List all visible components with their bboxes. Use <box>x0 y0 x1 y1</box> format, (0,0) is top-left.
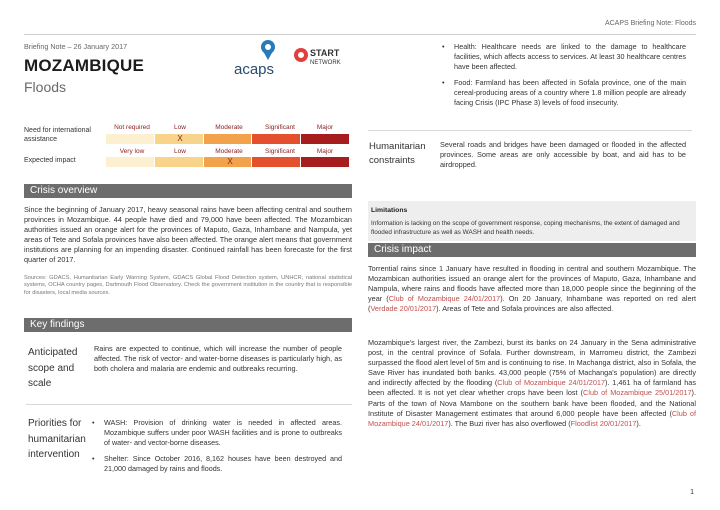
source-link[interactable]: Floodlist 20/01/2017 <box>570 418 637 428</box>
food-bullet: • Food: Farmland has been affected in Sofala province, one of the main cereal-producing areas of a country where 1.8 million people are already facing Crisis (IPC Phase 3) levels of food insecurity. <box>440 78 686 109</box>
p1-text-a: Torrential rains since 1 January have resulted in flooding in central and southern Mozambique. The Mozambican authorities issued an orange alert for the provinces of Maputo, Gaza, Inhambane and Nampula, where rains and floods have affected more than 18,000 people since the beginning of the year ( <box>368 264 696 304</box>
need-scale-seg <box>106 134 155 144</box>
anticipated-label: Anticipated scope and scale <box>28 347 78 389</box>
acaps-logo <box>232 38 286 78</box>
priorities-label: Priorities for humanitarian intervention <box>28 418 86 460</box>
need-scale-bar <box>106 134 350 144</box>
impact-scale-seg <box>301 157 350 167</box>
key-findings-heading: Key findings <box>24 318 352 332</box>
acaps-logo-text: acaps <box>234 61 275 78</box>
crisis-overview-sources: Sources: GDACS, Humanitarian Early Warning System, GDACS Global Flood Detection system, UNHCR, national statistical systems, OCHA country pages, Dartmouth Flood Observatory. Check the government institution in the country that is responsible for disasters, local media sources. <box>24 275 352 296</box>
impact-scale-seg <box>155 157 204 167</box>
p2-text-c: ). Parts of the town of Nova Mambone on the southern bank have been flooded, and the National Institute of Disaster Management estimates that around 6,000 people have been affected ( <box>368 388 696 418</box>
p2-text-d: ). The Buzi river has also overflowed ( <box>448 418 571 428</box>
source-link[interactable]: Club of Mozambique 25/01/2017 <box>583 388 692 398</box>
p1-text-b: ). On 20 January, Inhambane was reported on red alert ( <box>368 294 696 314</box>
priorities-bullets <box>90 418 342 479</box>
p2-text-b: ). 1,461 ha of farmland has been affected. It is not yet clear whether crops have been lost ( <box>368 378 696 398</box>
start-logo-line1: START <box>310 48 340 58</box>
constraints-label: Humanitarian constraints <box>369 141 426 166</box>
wash-bullet: • WASH: Provision of drinking water is needed in affected areas. Mozambique suffers under poor WASH facilities and is prone to outbreaks of water- and vector-borne diseases. <box>90 418 342 449</box>
health-bullet: • Health: Healthcare needs are linked to the damage to healthcare facilities, which affects access to services. At least 30 healthcare centres have been affected. <box>440 42 686 73</box>
limitations-title: Limitations <box>371 207 408 214</box>
impact-level-5: Major <box>316 148 334 155</box>
source-link[interactable]: Club of Mozambique 24/01/2017 <box>368 408 696 428</box>
page-number: 1 <box>690 489 694 496</box>
need-scale-seg <box>301 134 350 144</box>
need-level-3: Moderate <box>215 124 243 131</box>
need-level-1: Not required <box>114 124 150 131</box>
need-marker: X <box>177 134 183 143</box>
impact-marker: X <box>227 157 233 166</box>
p2-text-a: Mozambique's largest river, the Zambezi, burst its banks on 24 January in the Sena administrative post, in the central province of Sofala. Further downstream, in Marromeu district, the Zambezi surpassed the flood alert level of 5m and is continuing to rise. In Machanga district, also in Sofala, the Save River has inundated both banks. 43,000 people (75% of Machanga's population) are directly and indirectly affected by the flooding ( <box>368 338 696 388</box>
need-level-4: Significant <box>265 124 295 131</box>
right-top-bullets <box>440 42 686 113</box>
page-title: MOZAMBIQUE <box>24 56 145 75</box>
crisis-impact-p1 <box>368 264 696 314</box>
impact-scale-seg <box>106 157 155 167</box>
crisis-overview-text: Since the beginning of January 2017, heavy seasonal rains have been affecting central and southern provinces in Mozambique. 44 people have died and 79,000 have been affected. The Mozambican authorities issued an orange alert for the provinces of Maputo, Gaza, Inhambane and Nampula, yet areas of Tete and Sofala provinces have also been affected. The orange alert means that government institutions are planning for an impending disaster. Continued rainfall has been forecaste for the first quarter of 2017. <box>24 205 352 265</box>
shelter-bullet: • Shelter: Since October 2016, 8,162 houses have been destroyed and 21,000 damaged by rains and floods. <box>90 454 342 474</box>
need-scale-seg <box>204 134 253 144</box>
crisis-overview-heading: Crisis overview <box>24 184 352 198</box>
limitations-text: Information is lacking on the scope of government response, coping mechanisms, the extent of damaged and flooded infrastructure as well as WASH and health needs. <box>371 220 680 236</box>
impact-label: Expected impact <box>24 157 76 164</box>
impact-level-4: Significant <box>265 148 295 155</box>
crisis-impact-p2 <box>368 338 696 429</box>
impact-level-3: Moderate <box>215 148 243 155</box>
anticipated-text: Rains are expected to continue, which will increase the number of people affected. The risk of vector- and water-borne diseases is particularly high, as both cholera and malaria are endemic and outbreaks recurring. <box>94 344 342 374</box>
constraints-text: Several roads and bridges have been damaged or flooded in the affected provinces. Some areas are only accessible by boat, and aid has to be airdropped. <box>440 140 686 170</box>
divider <box>368 130 692 131</box>
header-divider <box>24 34 696 35</box>
need-level-5: Major <box>316 124 334 131</box>
start-logo-line2: NETWORK <box>310 60 341 66</box>
impact-scale-seg <box>252 157 301 167</box>
p1-text-c: ). Areas of Tete and Sofala provinces are also affected. <box>436 304 614 314</box>
source-link[interactable]: Club of Mozambique 24/01/2017 <box>388 294 501 304</box>
source-link[interactable]: Verdade 20/01/2017 <box>370 304 437 314</box>
start-network-logo <box>292 44 348 68</box>
divider <box>26 404 352 405</box>
impact-level-1: Very low <box>119 148 145 155</box>
p2-text-e: ). <box>636 418 641 428</box>
running-title: ACAPS Briefing Note: Floods <box>604 20 696 27</box>
need-scale-seg <box>252 134 301 144</box>
briefing-date: Briefing Note – 26 January 2017 <box>24 42 128 51</box>
impact-level-2: Low <box>174 148 186 155</box>
page-subtitle: Floods <box>24 79 67 95</box>
crisis-impact-heading: Crisis impact <box>368 243 696 257</box>
need-label: Need for international assistance <box>24 127 91 143</box>
need-level-2: Low <box>174 124 186 131</box>
source-link[interactable]: Club of Mozambique 24/01/2017 <box>497 378 606 388</box>
